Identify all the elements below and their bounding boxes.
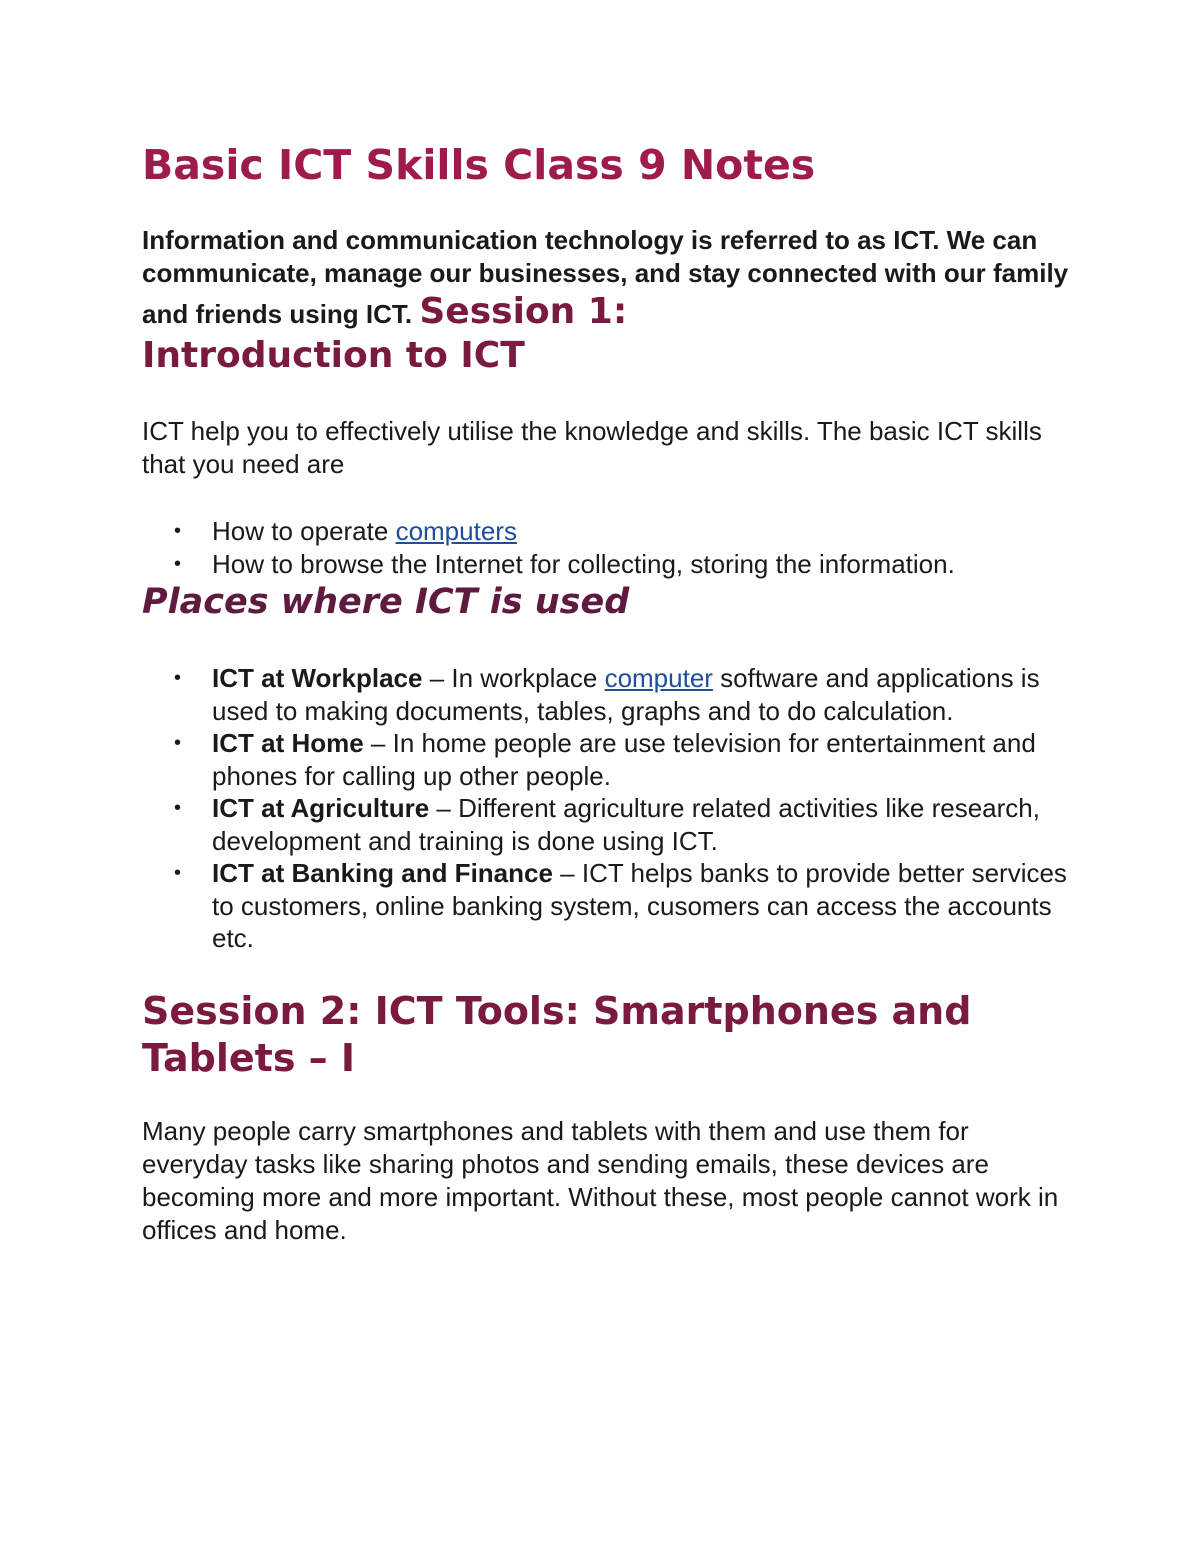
session1-heading-part1: Session 1: (419, 291, 628, 332)
list-item-text: – ICT helps banks to provide better services to customers, online banking system, cusomers can access the accounts etc. (212, 858, 1067, 953)
list-item-text: software and applications is used to making documents, tables, graphs and to do calculation. (212, 663, 1040, 726)
skills-list (142, 515, 1072, 580)
session1-paragraph: ICT help you to effectively utilise the knowledge and skills. The basic ICT skills that you need are (142, 416, 1042, 479)
computers-link[interactable]: computers (395, 516, 517, 546)
bullet-icon: • (174, 520, 182, 542)
list-item-text: – Different agriculture related activities like research, development and training is done using ICT. (212, 793, 1040, 856)
bullet-icon: • (174, 862, 182, 884)
computer-link[interactable]: computer (604, 663, 713, 693)
bullet-icon: • (174, 667, 182, 689)
list-item (142, 662, 1072, 727)
intro-text: Information and communication technology is referred to as ICT. We can communicate, manage our businesses, and stay connected with our family and friends using ICT. (142, 225, 1069, 329)
list-item-text: – In home people are use television for entertainment and phones for calling up other people. (212, 728, 1036, 791)
session2-paragraph: Many people carry smartphones and tablets with them and use them for everyday tasks like sharing photos and sending emails, these devices are becoming more and more important. Without these, most people cannot work in offices and home. (142, 1116, 1059, 1245)
list-item-text: How to browse the Internet for collecting, storing the information. (212, 548, 955, 579)
intro-paragraph (142, 224, 1072, 378)
list-item (142, 727, 1072, 792)
list-item-term: ICT at Agriculture (212, 793, 430, 823)
list-item-text: – In workplace (422, 663, 605, 693)
bullet-icon: • (174, 732, 182, 754)
bullet-icon: • (174, 797, 182, 819)
list-item-text: How to operate (212, 516, 396, 546)
places-heading: Places where ICT is used (142, 582, 630, 622)
list-item-term: ICT at Banking and Finance (212, 858, 553, 888)
list-item-term: ICT at Home (212, 728, 364, 758)
list-item (142, 792, 1072, 857)
list-item (142, 548, 1072, 581)
session1-heading-part2: Introduction to ICT (142, 335, 525, 376)
session2-heading: Session 2: ICT Tools: Smartphones and Tablets – I (142, 989, 972, 1080)
list-item (142, 857, 1072, 955)
bullet-icon: • (174, 552, 182, 575)
document-title: Basic ICT Skills Class 9 Notes (142, 141, 816, 189)
list-item (142, 515, 1072, 548)
list-item-term: ICT at Workplace (212, 663, 423, 693)
places-list (142, 662, 1072, 955)
